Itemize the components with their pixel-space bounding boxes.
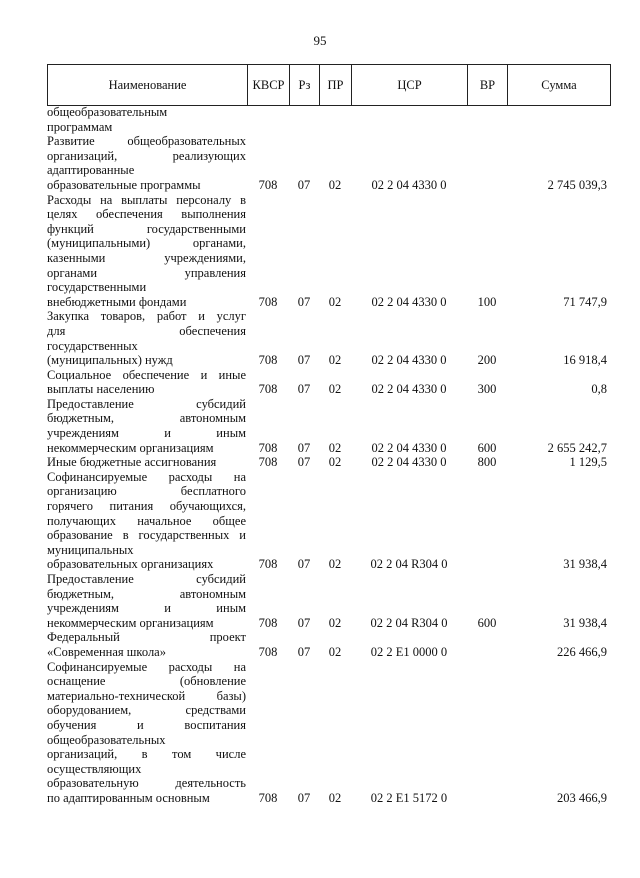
row-name-line: организаций, реализующих bbox=[47, 148, 246, 163]
pr-cell: 02 bbox=[328, 615, 342, 630]
header-vr: ВР bbox=[468, 65, 508, 106]
row-name-line: государственных bbox=[47, 338, 138, 353]
sum-cell: 203 466,9 bbox=[557, 790, 607, 805]
sum-cell: 2 655 242,7 bbox=[547, 440, 607, 455]
row-name-line: Софинансируемые расходы на bbox=[47, 469, 246, 484]
csr-cell: 02 2 04 4330 0 bbox=[371, 440, 447, 455]
header-sum: Сумма bbox=[508, 65, 611, 106]
row-name-line: (муниципальных) нужд bbox=[47, 353, 173, 368]
row-name-line: Социальное обеспечение и иные bbox=[47, 367, 246, 382]
table-row bbox=[47, 368, 610, 397]
rz-cell: 07 bbox=[297, 790, 311, 805]
table-row bbox=[47, 309, 610, 367]
rz-cell: 07 bbox=[297, 615, 311, 630]
row-name bbox=[47, 660, 246, 806]
table-row bbox=[47, 134, 610, 192]
row-name-line: осуществляющих bbox=[47, 761, 142, 776]
csr-cell: 02 2 04 4330 0 bbox=[371, 177, 447, 192]
row-name-line: организаций, в том числе bbox=[47, 747, 246, 762]
kvsr-cell: 708 bbox=[258, 177, 278, 192]
header-csr: ЦСР bbox=[352, 65, 468, 106]
row-name-line: некоммерческим организациям bbox=[47, 440, 214, 455]
row-name-line: оборудованием, средствами bbox=[47, 703, 246, 718]
row-name-line: Софинансируемые расходы на bbox=[47, 659, 246, 674]
row-name-line: «Современная школа» bbox=[47, 644, 166, 659]
vr-cell: 600 bbox=[477, 440, 497, 455]
csr-cell: 02 2 04 R304 0 bbox=[370, 557, 448, 572]
csr-cell: 02 2 04 4330 0 bbox=[371, 294, 447, 309]
pr-cell: 02 bbox=[328, 294, 342, 309]
rz-cell: 07 bbox=[297, 294, 311, 309]
row-name-line: Развитие общеобразовательных bbox=[47, 134, 246, 149]
row-name bbox=[47, 193, 246, 310]
row-name-line: Предоставление субсидий bbox=[47, 396, 246, 411]
row-name-line: по адаптированным основным bbox=[47, 790, 210, 805]
pr-cell: 02 bbox=[328, 455, 342, 470]
row-name-line: общеобразовательных bbox=[47, 732, 166, 747]
header-name: Наименование bbox=[48, 65, 248, 106]
rz-cell: 07 bbox=[297, 644, 311, 659]
row-name-line: образовательные программы bbox=[47, 177, 201, 192]
row-name-line: организацию бесплатного bbox=[47, 484, 246, 499]
sum-cell: 71 747,9 bbox=[563, 294, 607, 309]
row-name-line: адаптированные bbox=[47, 163, 135, 178]
row-name-line: бюджетным, автономным bbox=[47, 411, 246, 426]
pr-cell: 02 bbox=[328, 790, 342, 805]
kvsr-cell: 708 bbox=[258, 294, 278, 309]
header-rz: Рз bbox=[290, 65, 320, 106]
vr-cell: 200 bbox=[477, 353, 497, 368]
row-name-line: Федеральный проект bbox=[47, 630, 246, 645]
sum-cell: 31 938,4 bbox=[563, 615, 607, 630]
table-row bbox=[47, 660, 610, 806]
row-name-line: целях обеспечения выполнения bbox=[47, 207, 246, 222]
row-name-line: бюджетным, автономным bbox=[47, 586, 246, 601]
row-name-line: внебюджетными фондами bbox=[47, 294, 187, 309]
table-row bbox=[47, 630, 610, 659]
csr-cell: 02 2 E1 0000 0 bbox=[370, 644, 448, 659]
row-name-line: общеобразовательным bbox=[47, 105, 168, 119]
table-row bbox=[47, 105, 610, 134]
kvsr-cell: 708 bbox=[258, 557, 278, 572]
kvsr-cell: 708 bbox=[258, 790, 278, 805]
row-name-line: Предоставление субсидий bbox=[47, 572, 246, 586]
row-name-line: государственными bbox=[47, 280, 147, 295]
csr-cell: 02 2 04 R304 0 bbox=[370, 615, 448, 630]
table-row bbox=[47, 572, 610, 630]
vr-cell: 300 bbox=[477, 382, 497, 397]
sum-cell: 1 129,5 bbox=[569, 455, 607, 470]
header-pr: ПР bbox=[320, 65, 352, 106]
header-kvsr: КВСР bbox=[248, 65, 290, 106]
csr-cell: 02 2 E1 5172 0 bbox=[370, 790, 448, 805]
kvsr-cell: 708 bbox=[258, 440, 278, 455]
kvsr-cell: 708 bbox=[258, 644, 278, 659]
rz-cell: 07 bbox=[297, 557, 311, 572]
rz-cell: 07 bbox=[297, 177, 311, 192]
row-name-line: оснащение (обновление bbox=[47, 674, 246, 689]
sum-cell: 0,8 bbox=[591, 382, 607, 397]
kvsr-cell: 708 bbox=[258, 353, 278, 368]
row-name-line: Расходы на выплаты персоналу в bbox=[47, 192, 246, 207]
row-name-line: выплаты населению bbox=[47, 382, 155, 397]
budget-table-body bbox=[47, 105, 610, 806]
row-name-line: обучения и воспитания bbox=[47, 717, 246, 732]
vr-cell: 100 bbox=[477, 294, 497, 309]
row-name-line: казенными учреждениями, bbox=[47, 250, 246, 265]
row-name-line: горячего питания обучающихся, bbox=[47, 499, 246, 514]
row-name-line: образовательную деятельность bbox=[47, 776, 246, 791]
sum-cell: 16 918,4 bbox=[563, 353, 607, 368]
pr-cell: 02 bbox=[328, 440, 342, 455]
csr-cell: 02 2 04 4330 0 bbox=[371, 455, 447, 470]
pr-cell: 02 bbox=[328, 382, 342, 397]
budget-table-header bbox=[47, 64, 611, 106]
kvsr-cell: 708 bbox=[258, 382, 278, 397]
row-name-line: учреждениям и иным bbox=[47, 601, 246, 616]
row-name-line: Закупка товаров, работ и услуг bbox=[47, 309, 246, 324]
table-row bbox=[47, 455, 610, 470]
row-name-line: образовательных организациях bbox=[47, 557, 214, 572]
rz-cell: 07 bbox=[297, 382, 311, 397]
pr-cell: 02 bbox=[328, 177, 342, 192]
table-row bbox=[47, 470, 610, 572]
page-number: 95 bbox=[313, 33, 327, 48]
pr-cell: 02 bbox=[328, 353, 342, 368]
rz-cell: 07 bbox=[297, 353, 311, 368]
row-name-line: образование в государственных и bbox=[47, 528, 246, 543]
row-name-line: программам bbox=[47, 119, 113, 134]
table-row bbox=[47, 397, 610, 455]
csr-cell: 02 2 04 4330 0 bbox=[371, 353, 447, 368]
pr-cell: 02 bbox=[328, 644, 342, 659]
row-name-line: некоммерческим организациям bbox=[47, 615, 214, 630]
csr-cell: 02 2 04 4330 0 bbox=[371, 382, 447, 397]
sum-cell: 2 745 039,3 bbox=[547, 177, 607, 192]
row-name-line: Иные бюджетные ассигнования bbox=[47, 455, 217, 470]
rz-cell: 07 bbox=[297, 440, 311, 455]
row-name-line: функций государственными bbox=[47, 221, 246, 236]
kvsr-cell: 708 bbox=[258, 615, 278, 630]
row-name-line: материально-технической базы) bbox=[47, 688, 246, 703]
pr-cell: 02 bbox=[328, 557, 342, 572]
rz-cell: 07 bbox=[297, 455, 311, 470]
table-row bbox=[47, 193, 610, 310]
row-name-line: получающих начальное общее bbox=[47, 513, 246, 528]
row-name-line: учреждениям и иным bbox=[47, 426, 246, 441]
row-name-line: органами управления bbox=[47, 265, 246, 280]
row-name-line: (муниципальными) органами, bbox=[47, 236, 246, 251]
row-name-line: муниципальных bbox=[47, 542, 134, 557]
kvsr-cell: 708 bbox=[258, 455, 278, 470]
sum-cell: 226 466,9 bbox=[557, 644, 607, 659]
row-name-line: для обеспечения bbox=[47, 323, 246, 338]
sum-cell: 31 938,4 bbox=[563, 557, 607, 572]
vr-cell: 800 bbox=[477, 455, 497, 470]
vr-cell: 600 bbox=[477, 615, 497, 630]
